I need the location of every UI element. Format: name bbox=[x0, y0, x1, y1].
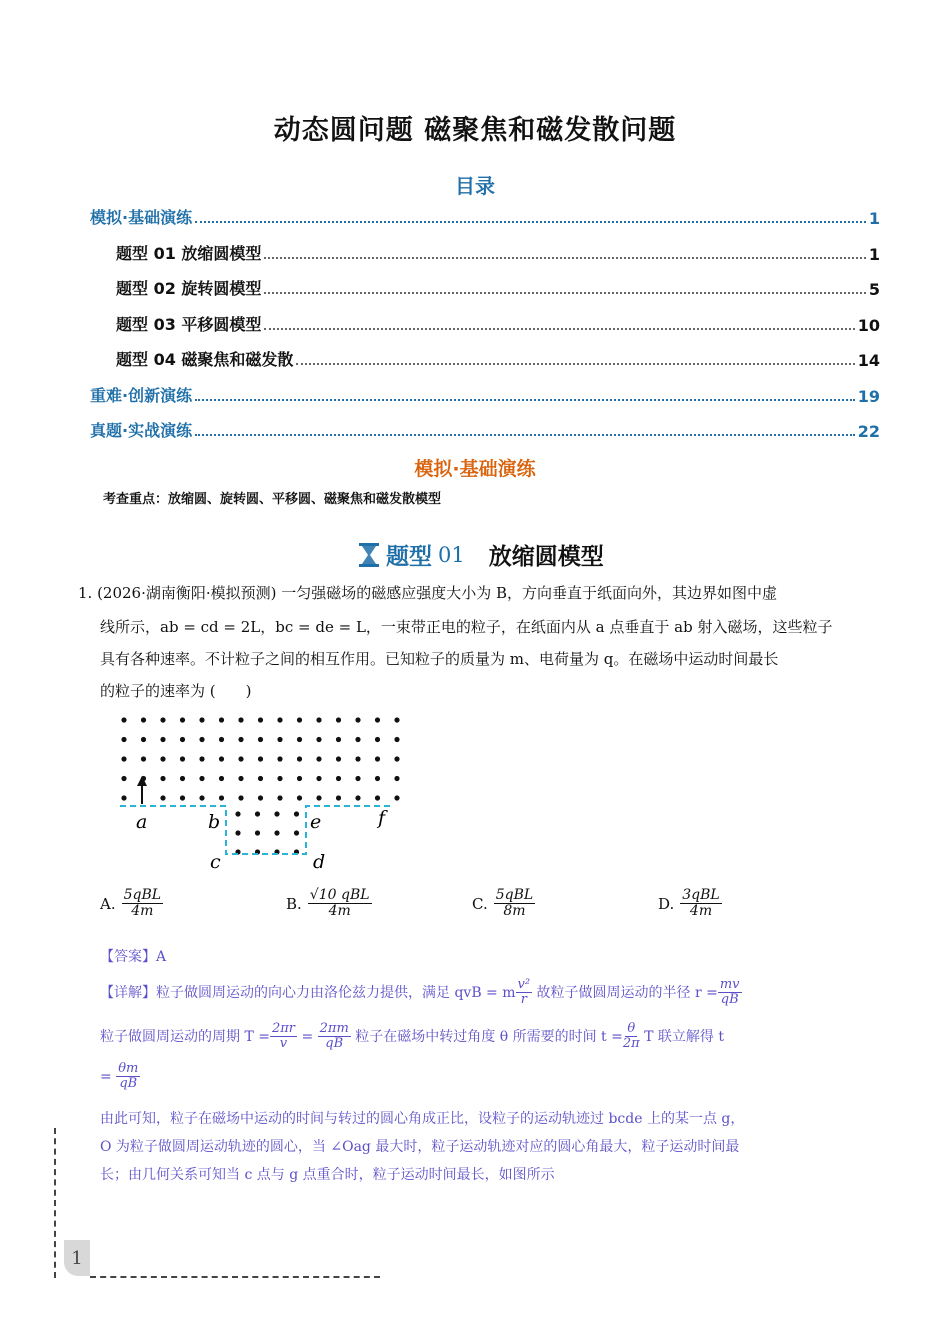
fraction bbox=[116, 1062, 140, 1092]
numerator: 2πr bbox=[271, 1021, 295, 1036]
field-dot bbox=[219, 795, 224, 800]
toc-label: 题型 02 旋转圆模型 bbox=[116, 279, 262, 298]
page-number: 1 bbox=[64, 1240, 90, 1276]
magnetic-field-figure bbox=[108, 708, 408, 878]
question-line: 具有各种速率。不计粒子之间的相互作用。已知粒子的质量为 m、电荷量为 q。在磁场中运动时间最长 bbox=[100, 650, 779, 668]
field-dot bbox=[219, 776, 224, 781]
field-dot bbox=[336, 717, 341, 722]
toc-row-hard-innovation[interactable] bbox=[90, 384, 880, 406]
toc-row-type-03[interactable] bbox=[116, 313, 880, 335]
detail-line-5: O 为粒子做圆周运动轨迹的圆心，当 ∠Oag 最大时，粒子运动轨迹对应的圆心角最大，粒子运动时间最 bbox=[100, 1139, 740, 1155]
field-dot bbox=[238, 795, 243, 800]
field-dot bbox=[160, 776, 165, 781]
field-dot bbox=[297, 795, 302, 800]
point-label-d: d bbox=[313, 851, 326, 873]
detail-label: 【详解】 bbox=[100, 984, 156, 1001]
field-dot bbox=[219, 737, 224, 742]
field-dot bbox=[274, 811, 279, 816]
detail-line-3 bbox=[100, 1062, 140, 1092]
fraction bbox=[516, 978, 533, 1008]
toc-label: 模拟·基础演练 bbox=[90, 208, 193, 227]
toc-row-real-exam[interactable] bbox=[90, 419, 880, 441]
field-dot bbox=[238, 737, 243, 742]
field-dot bbox=[297, 756, 302, 761]
toc-label: 题型 04 磁聚焦和磁发散 bbox=[116, 350, 294, 369]
toc-page: 19 bbox=[857, 387, 880, 406]
option-a[interactable] bbox=[100, 888, 163, 920]
toc-row-type-04[interactable] bbox=[116, 348, 880, 370]
type-heading bbox=[358, 538, 604, 571]
detail-text: = bbox=[100, 1068, 117, 1085]
field-dot bbox=[394, 776, 399, 781]
field-dot bbox=[355, 756, 360, 761]
field-dot bbox=[141, 717, 146, 722]
field-dot bbox=[355, 737, 360, 742]
numerator: 2πm bbox=[319, 1021, 349, 1036]
toc-page: 5 bbox=[868, 280, 880, 299]
option-b[interactable] bbox=[286, 888, 372, 920]
field-dot bbox=[316, 737, 321, 742]
field-dot bbox=[258, 776, 263, 781]
field-dot bbox=[277, 756, 282, 761]
page-border-vertical bbox=[54, 1128, 56, 1278]
type-name: 放缩圆模型 bbox=[488, 544, 604, 570]
field-dot bbox=[394, 737, 399, 742]
point-label-b: b bbox=[208, 811, 221, 833]
page-border-horizontal bbox=[90, 1276, 380, 1278]
detail-text: T 联立解得 t bbox=[639, 1028, 724, 1045]
field-dot bbox=[375, 756, 380, 761]
field-dot bbox=[394, 756, 399, 761]
field-dot bbox=[375, 737, 380, 742]
numerator: √10 qBL bbox=[309, 887, 370, 903]
point-label-f: f bbox=[378, 807, 386, 829]
option-fraction bbox=[122, 888, 163, 920]
detail-line-2 bbox=[100, 1022, 724, 1052]
toc-leader bbox=[264, 328, 854, 330]
toc-heading: 目录 bbox=[455, 174, 495, 198]
point-label-c: c bbox=[210, 851, 221, 873]
option-d[interactable] bbox=[658, 888, 722, 920]
option-fraction bbox=[494, 888, 535, 920]
field-dot bbox=[277, 737, 282, 742]
toc-row-sim-basic[interactable] bbox=[90, 206, 880, 228]
denominator: r bbox=[520, 992, 527, 1008]
field-dot bbox=[219, 717, 224, 722]
field-dot bbox=[297, 776, 302, 781]
field-dot bbox=[199, 717, 204, 722]
field-dot bbox=[336, 795, 341, 800]
denominator: 4m bbox=[328, 903, 351, 920]
field-dot bbox=[141, 756, 146, 761]
toc-page: 1 bbox=[868, 209, 880, 228]
numerator: v² bbox=[517, 977, 531, 992]
field-dot bbox=[258, 795, 263, 800]
toc-leader bbox=[264, 257, 865, 259]
field-dot bbox=[336, 737, 341, 742]
denominator: qB bbox=[720, 992, 739, 1008]
point-label-a: a bbox=[136, 811, 148, 833]
denominator: 4m bbox=[689, 903, 713, 920]
toc-page: 22 bbox=[857, 422, 880, 441]
field-dot bbox=[258, 737, 263, 742]
toc-label: 题型 01 放缩圆模型 bbox=[116, 244, 262, 263]
field-dot bbox=[255, 811, 260, 816]
field-dot bbox=[258, 756, 263, 761]
field-dot bbox=[238, 756, 243, 761]
numerator: 5qBL bbox=[495, 887, 534, 903]
field-dot bbox=[316, 776, 321, 781]
toc-page: 10 bbox=[857, 316, 880, 335]
numerator: 5qBL bbox=[123, 887, 162, 903]
denominator: qB bbox=[325, 1036, 344, 1052]
field-dot bbox=[160, 756, 165, 761]
toc-leader bbox=[264, 292, 865, 294]
field-dot bbox=[375, 795, 380, 800]
denominator: v bbox=[279, 1036, 288, 1052]
denominator: qB bbox=[119, 1076, 138, 1092]
option-letter: A. bbox=[100, 894, 116, 913]
field-dot bbox=[121, 795, 126, 800]
detail-text: 粒子在磁场中转过角度 θ 所需要的时间 t = bbox=[350, 1028, 623, 1045]
toc-row-type-02[interactable] bbox=[116, 277, 880, 299]
type-label: 题型 bbox=[386, 544, 432, 570]
detail-text: 粒子做圆周运动的周期 T = bbox=[100, 1028, 270, 1045]
field-dot bbox=[255, 830, 260, 835]
field-dots bbox=[121, 717, 399, 854]
field-dot bbox=[199, 756, 204, 761]
field-dot bbox=[199, 795, 204, 800]
field-dot bbox=[141, 737, 146, 742]
field-dot bbox=[394, 795, 399, 800]
field-dot bbox=[258, 717, 263, 722]
field-dot bbox=[375, 717, 380, 722]
field-dot bbox=[160, 717, 165, 722]
field-dot bbox=[375, 776, 380, 781]
option-fraction bbox=[680, 888, 721, 920]
type-number: 01 bbox=[438, 542, 465, 567]
field-dot bbox=[277, 795, 282, 800]
option-fraction bbox=[308, 888, 372, 920]
field-dot bbox=[160, 737, 165, 742]
toc-leader bbox=[195, 434, 855, 436]
field-dot bbox=[235, 811, 240, 816]
numerator: mv bbox=[719, 977, 740, 992]
field-dot bbox=[121, 776, 126, 781]
toc-page: 1 bbox=[868, 245, 880, 264]
detail-text: 粒子做圆周运动的向心力由洛伦兹力提供，满足 qvB = m bbox=[156, 984, 516, 1001]
field-dot bbox=[336, 776, 341, 781]
numerator: 3qBL bbox=[682, 887, 720, 903]
toc-leader bbox=[195, 221, 866, 223]
fraction bbox=[318, 1022, 351, 1052]
question-line: 的粒子的速率为 ( ) bbox=[100, 682, 252, 700]
field-dot bbox=[277, 717, 282, 722]
hourglass-icon bbox=[358, 542, 380, 568]
field-dot bbox=[199, 776, 204, 781]
field-dot bbox=[355, 795, 360, 800]
field-dot bbox=[180, 737, 185, 742]
toc-leader bbox=[296, 363, 854, 365]
field-dot bbox=[160, 795, 165, 800]
field-dot bbox=[297, 717, 302, 722]
detail-line-1 bbox=[100, 978, 742, 1008]
question-line: 线所示，ab = cd = 2L，bc = de = L，一束带正电的粒子，在纸面内从 a 点垂直于 ab 射入磁场，这些粒子 bbox=[100, 618, 833, 636]
denominator: 4m bbox=[131, 903, 154, 920]
section-heading: 模拟·基础演练 bbox=[414, 458, 536, 480]
field-dot bbox=[199, 737, 204, 742]
field-dot bbox=[316, 717, 321, 722]
denominator: 2π bbox=[622, 1036, 640, 1052]
toc-page: 14 bbox=[857, 351, 880, 370]
field-dot bbox=[355, 717, 360, 722]
option-letter: C. bbox=[472, 894, 488, 913]
field-dot bbox=[238, 776, 243, 781]
field-dot bbox=[316, 795, 321, 800]
toc-row-type-01[interactable] bbox=[116, 242, 880, 264]
field-dot bbox=[355, 776, 360, 781]
option-letter: D. bbox=[658, 894, 675, 913]
field-dot bbox=[235, 830, 240, 835]
fraction bbox=[623, 1022, 640, 1052]
field-dot bbox=[274, 830, 279, 835]
field-dot bbox=[336, 756, 341, 761]
detail-text: = bbox=[297, 1028, 318, 1045]
field-dot bbox=[180, 795, 185, 800]
fraction bbox=[270, 1022, 297, 1052]
field-dot bbox=[294, 830, 299, 835]
question-line: 1. (2026·湖南衡阳·模拟预测) 一匀强磁场的磁感应强度大小为 B，方向垂直于纸面向外，其边界如图中虚 bbox=[78, 584, 778, 602]
denominator: 8m bbox=[503, 903, 526, 920]
field-dot bbox=[316, 756, 321, 761]
toc-label: 题型 03 平移圆模型 bbox=[116, 315, 262, 334]
detail-line-4: 由此可知，粒子在磁场中运动的时间与转过的圆心角成正比，设粒子的运动轨迹过 bcde 上的某一点 g， bbox=[100, 1111, 745, 1127]
detail-line-6: 长；由几何关系可知当 c 点与 g 点重合时，粒子运动时间最长，如图所示 bbox=[100, 1167, 555, 1183]
toc-label: 真题·实战演练 bbox=[90, 421, 193, 440]
numerator: θ bbox=[627, 1021, 636, 1036]
field-dot bbox=[294, 811, 299, 816]
point-label-e: e bbox=[310, 811, 322, 833]
field-dot bbox=[277, 776, 282, 781]
field-dot bbox=[121, 717, 126, 722]
field-dot bbox=[121, 737, 126, 742]
field-dot bbox=[180, 717, 185, 722]
toc-leader bbox=[195, 399, 855, 401]
option-letter: B. bbox=[286, 894, 302, 913]
field-dot bbox=[238, 717, 243, 722]
answer-label: 【答案】A bbox=[100, 949, 167, 965]
field-dot bbox=[180, 776, 185, 781]
detail-text: 故粒子做圆周运动的半径 r = bbox=[532, 984, 718, 1001]
toc-label: 重难·创新演练 bbox=[90, 386, 193, 405]
fraction bbox=[718, 978, 742, 1008]
field-dot bbox=[180, 756, 185, 761]
document-title: 动态圆问题 磁聚焦和磁发散问题 bbox=[273, 115, 677, 146]
option-c[interactable] bbox=[472, 888, 535, 920]
field-dot bbox=[394, 717, 399, 722]
numerator: θm bbox=[118, 1061, 139, 1076]
field-dot bbox=[121, 756, 126, 761]
exam-focus: 考查重点：放缩圆、旋转圆、平移圆、磁聚焦和磁发散模型 bbox=[103, 492, 442, 507]
field-dot bbox=[219, 756, 224, 761]
field-dot bbox=[297, 737, 302, 742]
